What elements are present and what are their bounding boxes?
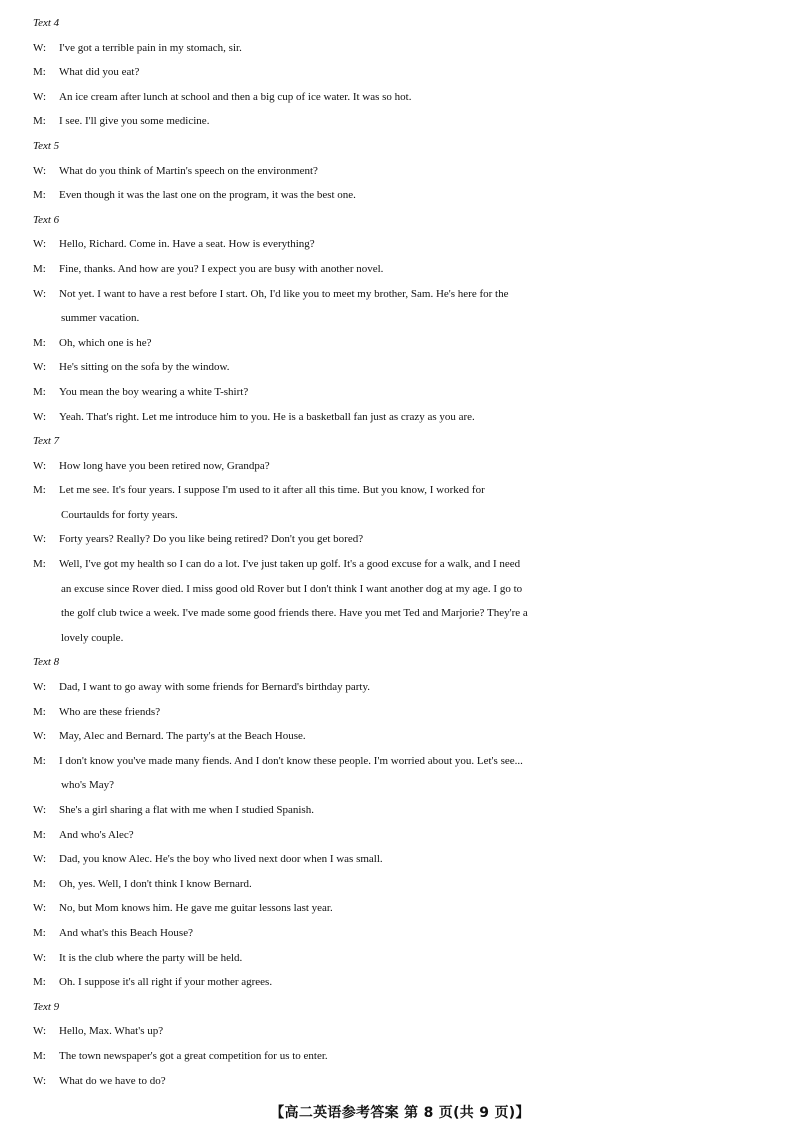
- dialogue-text: Courtaulds for forty years.: [61, 508, 178, 521]
- dialogue-line: [0, 85, 800, 110]
- dialogue-text: an excuse since Rover died. I miss good old Rover but I don't think I want another dog at my age. I go to: [61, 582, 523, 595]
- dialogue-text: who's May?: [61, 779, 115, 792]
- dialogue-line: [0, 946, 800, 971]
- dialogue-text: An ice cream after lunch at school and then a big cup of ice water. It was so hot.: [59, 90, 412, 103]
- dialogue-line: [0, 232, 800, 257]
- speaker-label: W:: [33, 533, 47, 546]
- dialogue-line: [0, 970, 800, 995]
- dialogue-text: Who are these friends?: [59, 705, 161, 718]
- speaker-label: W:: [33, 410, 47, 423]
- dialogue-line: [0, 60, 800, 85]
- dialogue-line: [0, 405, 800, 430]
- dialogue-line: [0, 1044, 800, 1069]
- dialogue-line: [0, 380, 800, 405]
- speaker-label: W:: [33, 681, 47, 694]
- dialogue-line: [0, 700, 800, 725]
- speaker-label: M:: [33, 336, 46, 349]
- speaker-label: M:: [33, 828, 46, 841]
- dialogue-line: [0, 36, 800, 61]
- dialogue-line: [0, 724, 800, 749]
- dialogue-text: Even though it was the last one on the program, it was the best one.: [59, 189, 356, 202]
- section-heading: Text 6: [33, 213, 60, 226]
- dialogue-text: And what's this Beach House?: [59, 926, 193, 939]
- dialogue-text: Hello, Max. What's up?: [59, 1025, 164, 1038]
- dialogue-text: She's a girl sharing a flat with me when I studied Spanish.: [59, 804, 314, 816]
- dialogue-text: Not yet. I want to have a rest before I start. Oh, I'd like you to meet my brother, Sam. He's here for the: [59, 287, 509, 300]
- section-heading: Text 9: [33, 1000, 60, 1013]
- dialogue-text: the golf club twice a week. I've made some good friends there. Have you met Ted and Marjorie? They're a: [61, 607, 528, 620]
- dialogue-text: I see. I'll give you some medicine.: [59, 115, 210, 128]
- dialogue-line: [0, 872, 800, 897]
- dialogue-line: [0, 823, 800, 848]
- dialogue-text: summer vacation.: [61, 312, 140, 325]
- dialogue-text: You mean the boy wearing a white T-shirt?: [59, 385, 249, 398]
- speaker-label: M:: [33, 754, 46, 767]
- section-heading: Text 4: [33, 17, 60, 29]
- speaker-label: W:: [33, 951, 47, 964]
- dialogue-line-continued: [0, 306, 800, 331]
- speaker-label: W:: [33, 804, 47, 816]
- speaker-label: W:: [33, 853, 47, 866]
- dialogue-text: Oh, yes. Well, I don't think I know Bernard.: [59, 877, 252, 890]
- transcript: [0, 11, 800, 1093]
- speaker-label: M:: [33, 262, 46, 275]
- speaker-label: W:: [33, 287, 47, 300]
- dialogue-line: [0, 478, 800, 503]
- dialogue-text: What did you eat?: [59, 66, 140, 79]
- dialogue-line-continued: [0, 577, 800, 602]
- dialogue-text: How long have you been retired now, Grandpa?: [59, 459, 270, 472]
- speaker-label: W:: [33, 361, 47, 374]
- dialogue-text: Forty years? Really? Do you like being retired? Don't you get bored?: [59, 533, 364, 546]
- speaker-label: M:: [33, 189, 46, 202]
- speaker-label: W:: [33, 238, 47, 251]
- dialogue-text: And who's Alec?: [59, 828, 134, 841]
- dialogue-line: [0, 847, 800, 872]
- dialogue-text: Oh, which one is he?: [59, 336, 152, 349]
- speaker-label: M:: [33, 66, 46, 79]
- dialogue-text: I've got a terrible pain in my stomach, sir.: [59, 41, 242, 54]
- dialogue-text: He's sitting on the sofa by the window.: [59, 361, 230, 374]
- speaker-label: M:: [33, 1049, 46, 1062]
- dialogue-line: [0, 1069, 800, 1094]
- speaker-label: M:: [33, 926, 46, 939]
- dialogue-text: lovely couple.: [61, 631, 124, 644]
- dialogue-text: Yeah. That's right. Let me introduce him to you. He is a basketball fan just as crazy as you are.: [59, 410, 475, 423]
- speaker-label: M:: [33, 705, 46, 718]
- dialogue-text: Well, I've got my health so I can do a lot. I've just taken up golf. It's a good excuse for a walk, and I need: [59, 558, 521, 571]
- dialogue-line: [0, 257, 800, 282]
- dialogue-line: [0, 896, 800, 921]
- dialogue-text: The town newspaper's got a great competition for us to enter.: [59, 1049, 328, 1062]
- speaker-label: M:: [33, 385, 46, 398]
- dialogue-line: [0, 921, 800, 946]
- dialogue-line: [0, 331, 800, 356]
- dialogue-text: No, but Mom knows him. He gave me guitar lessons last year.: [59, 902, 333, 915]
- dialogue-line: [0, 109, 800, 134]
- dialogue-text: May, Alec and Bernard. The party's at the Beach House.: [59, 730, 306, 743]
- speaker-label: W:: [33, 1074, 47, 1087]
- dialogue-line: [0, 749, 800, 774]
- dialogue-text: Dad, I want to go away with some friends for Bernard's birthday party.: [59, 681, 371, 694]
- dialogue-line: [0, 798, 800, 823]
- dialogue-text: It is the club where the party will be held.: [59, 951, 243, 964]
- section-heading: Text 7: [33, 435, 60, 448]
- dialogue-text: Let me see. It's four years. I suppose I'm used to it after all this time. But you know, I worked for: [59, 484, 485, 497]
- dialogue-line-continued: [0, 626, 800, 651]
- dialogue-text: Fine, thanks. And how are you? I expect you are busy with another novel.: [59, 262, 384, 275]
- speaker-label: M:: [33, 976, 46, 989]
- speaker-label: W:: [33, 459, 47, 472]
- dialogue-text: Hello, Richard. Come in. Have a seat. How is everything?: [59, 238, 315, 251]
- speaker-label: W:: [33, 902, 47, 915]
- dialogue-line-continued: [0, 773, 800, 798]
- speaker-label: M:: [33, 484, 46, 497]
- section-heading: Text 8: [33, 656, 60, 669]
- dialogue-text: I don't know you've made many fiends. And I don't know these people. I'm worried about you. Let's see...: [59, 754, 523, 767]
- speaker-label: M:: [33, 558, 46, 571]
- speaker-label: M:: [33, 877, 46, 890]
- dialogue-line: [0, 552, 800, 577]
- dialogue-line-continued: [0, 503, 800, 528]
- dialogue-line: [0, 454, 800, 479]
- dialogue-line: [0, 355, 800, 380]
- dialogue-text: What do we have to do?: [59, 1074, 166, 1087]
- dialogue-line: [0, 183, 800, 208]
- dialogue-line: [0, 1019, 800, 1044]
- speaker-label: W:: [33, 90, 47, 103]
- dialogue-line: [0, 282, 800, 307]
- section-heading: Text 5: [33, 139, 60, 152]
- dialogue-text: Oh. I suppose it's all right if your mother agrees.: [59, 976, 273, 989]
- dialogue-line: [0, 159, 800, 184]
- page-footer: 【高二英语参考答案 第 8 页(共 9 页)】: [270, 1105, 530, 1121]
- speaker-label: W:: [33, 164, 47, 177]
- speaker-label: W:: [33, 41, 47, 54]
- speaker-label: M:: [33, 115, 46, 128]
- dialogue-line-continued: [0, 601, 800, 626]
- speaker-label: W:: [33, 730, 47, 743]
- dialogue-text: What do you think of Martin's speech on the environment?: [59, 164, 318, 177]
- dialogue-line: [0, 527, 800, 552]
- dialogue-line: [0, 675, 800, 700]
- speaker-label: W:: [33, 1025, 47, 1038]
- dialogue-text: Dad, you know Alec. He's the boy who lived next door when I was small.: [59, 853, 383, 866]
